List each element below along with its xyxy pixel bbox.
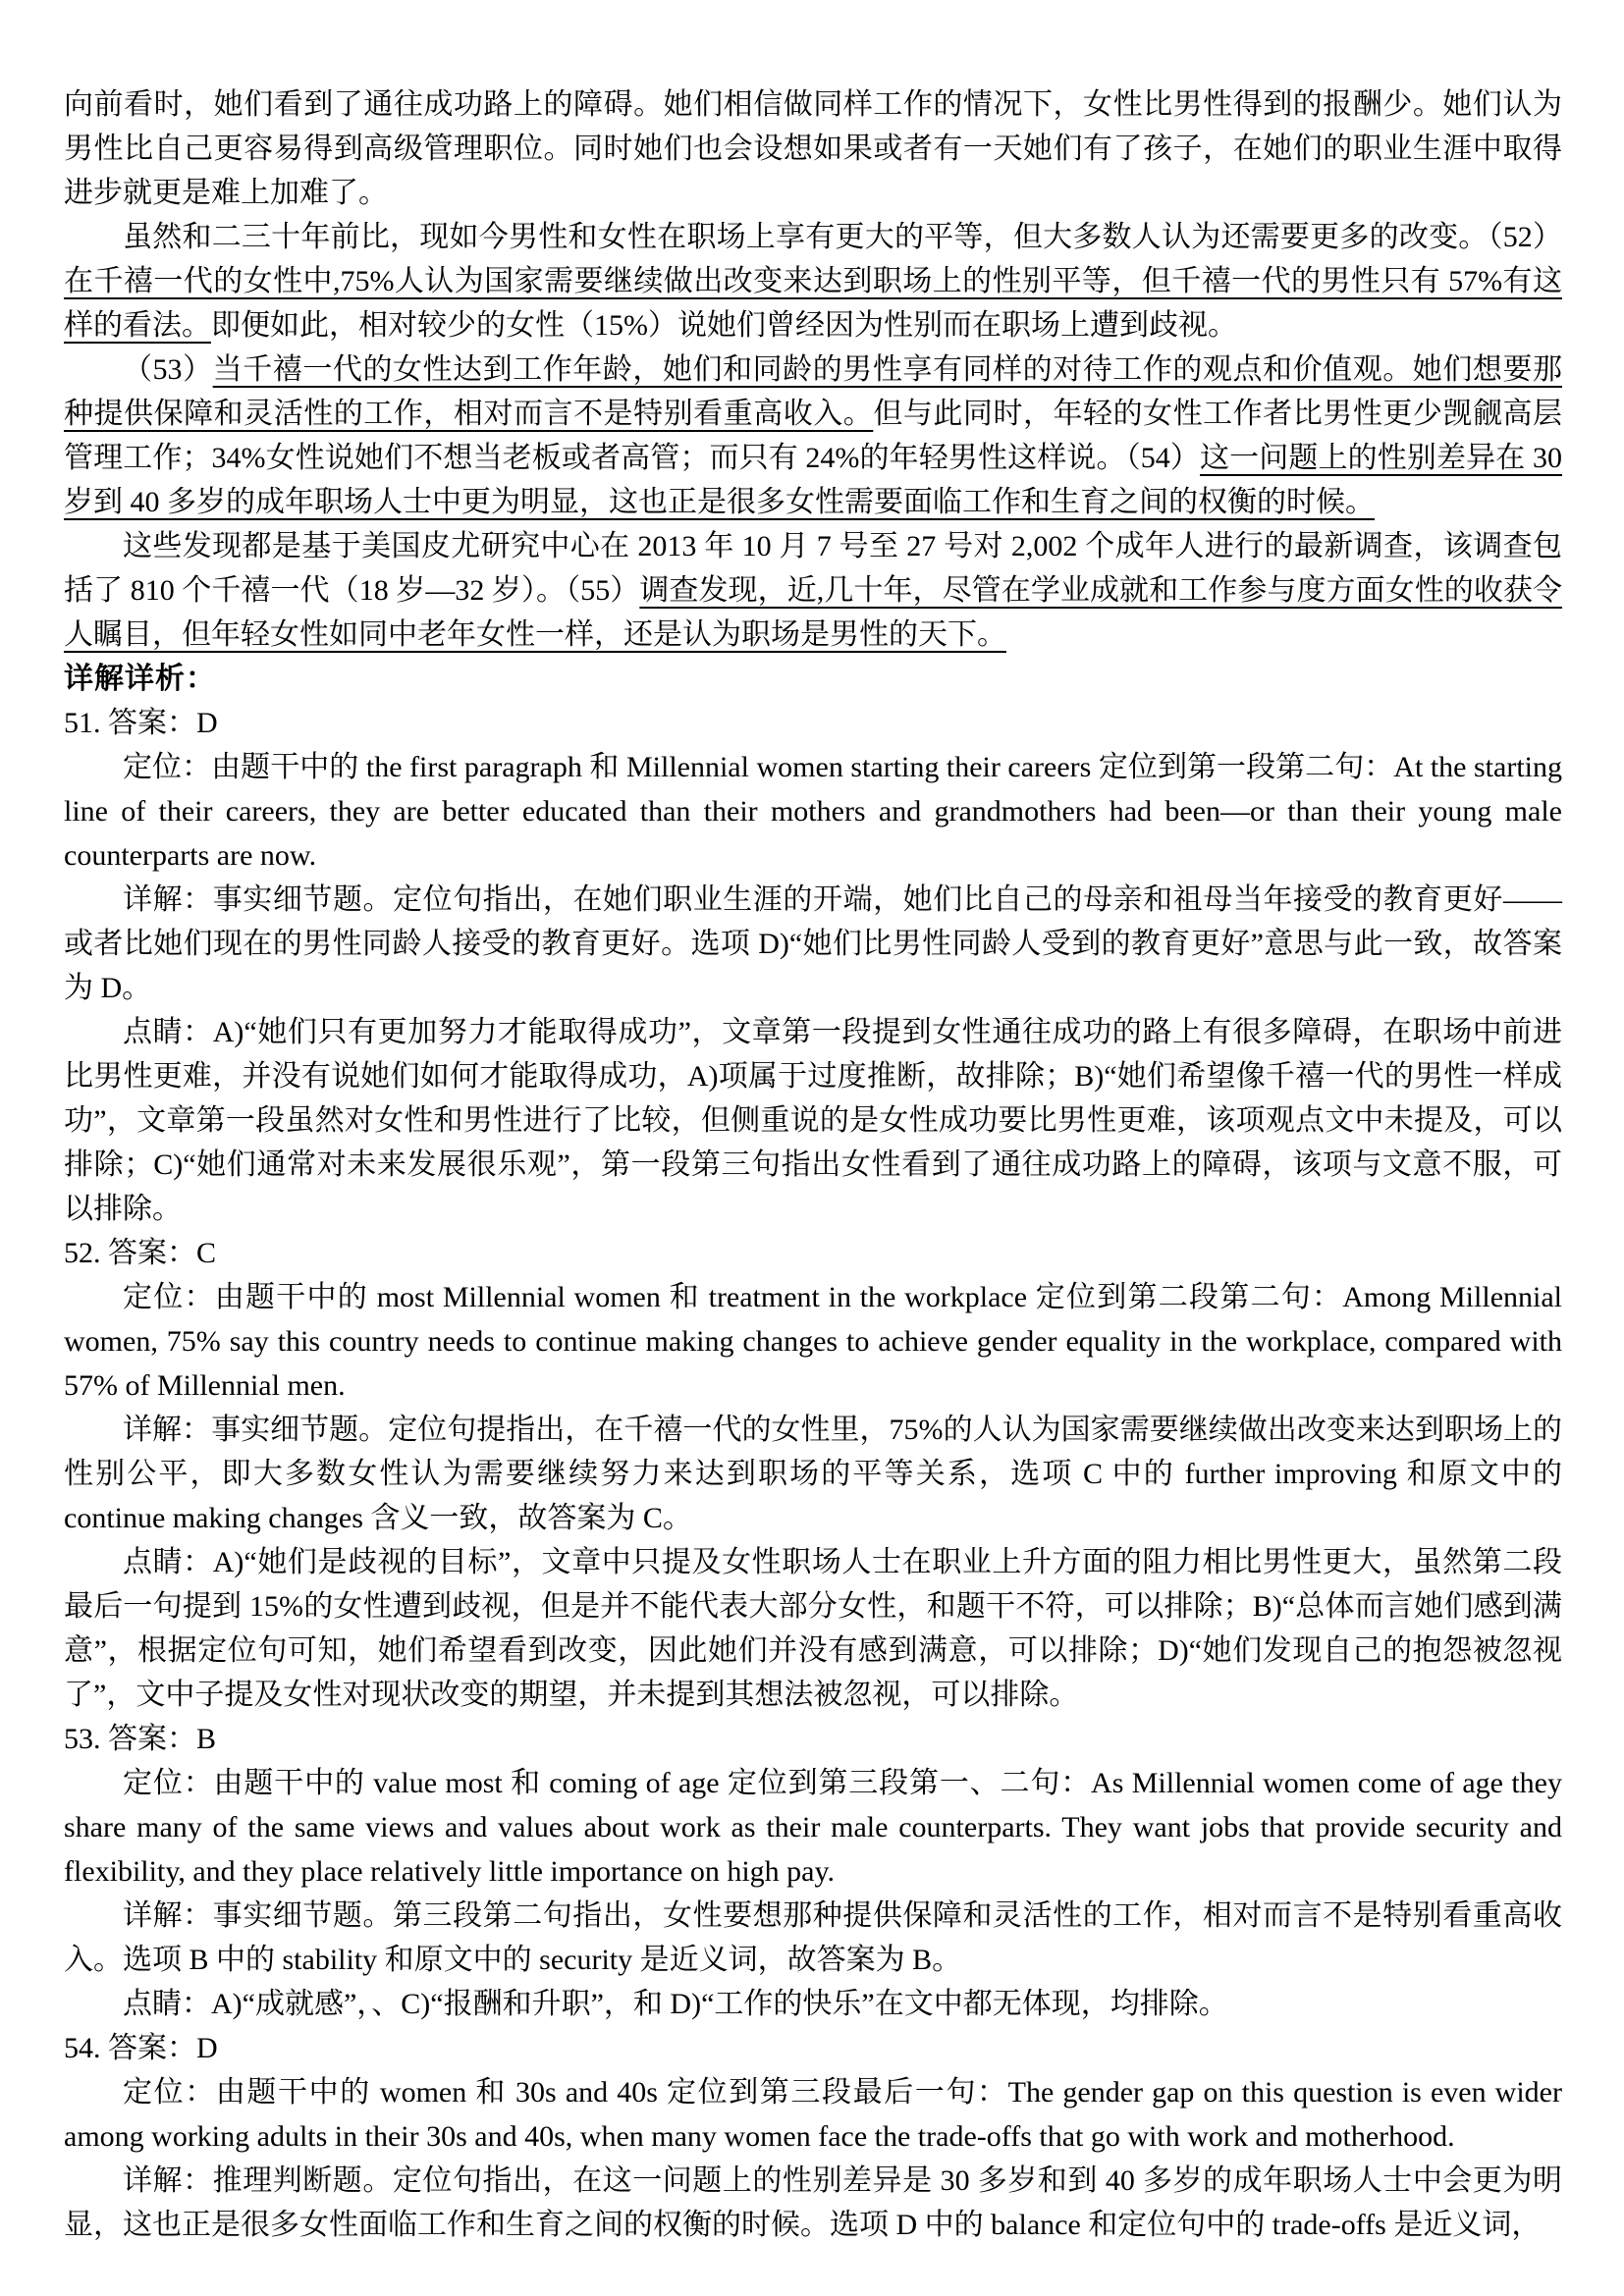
underlined-text-segment: 当千禧一代的女性达到工作年龄，她们和同龄的男性享有同样的对待工作的观点和价值观。她们想要那种提供保障和灵活性的工作，相对而言不是特别看重高收入。: [64, 353, 1563, 430]
locate-52: [64, 1275, 1562, 1408]
text-segment: 定位：由题干中的 women 和 30s and 40s 定位到第三段最后一句：The gender gap on this question is even wider among working adults in their 30s and 40s, when many women face the trade-offs that go with work and motherhood.: [64, 2076, 1562, 2153]
text-segment: 即便如此，相对较少的女性（15%）说她们曾经因为性别而在职场上遭到歧视。: [211, 309, 1237, 342]
underlined-text-segment: 在千禧一代的女性中,75%人认为国家需要继续做出改变来达到职场上的性别平等，但千禧一代的男性只有 57%有这样的看法。: [64, 265, 1562, 342]
text-segment: 点睛：A)“她们是歧视的目标”，文章中只提及女性职场人士在职业上升方面的阻力相比男性更大，虽然第二段最后一句提到 15%的女性遭到歧视，但是并不能代表大部分女性，和题干不符，可以排除；B)“总体而言她们感到满意”，根据定位句可知，她们希望看到改变，因此她们并没有感到满意，可以排除；D)“她们发现自己的抱怨被忽视了”，文中子提及女性对现状改变的期望，并未提到其想法被忽视，可以排除。: [64, 1546, 1562, 1711]
document-body: [64, 82, 1562, 2247]
passage-paragraph-4: [64, 524, 1562, 657]
text-segment: 虽然和二三十年前比，现如今男性和女性在职场上享有更大的平等，但大多数人认为还需要更多的改变。（52）: [123, 221, 1562, 253]
text-segment: 详解：推理判断题。定位句指出，在这一问题上的性别差异是 30 多岁和到 40 多岁的成年职场人士中会更为明显，这也正是很多女性面临工作和生育之间的权衡的时候。选项 D 中的 balance 和定位句中的 trade-offs 是近义词，: [64, 2164, 1562, 2241]
locate-51: [64, 745, 1562, 878]
passage-paragraph-2: [64, 215, 1562, 347]
explain-53: [64, 1894, 1562, 1982]
underlined-text-segment: 调查发现，近,几十年，尽管在学业成就和工作参与度方面女性的收获令人瞩目，但年轻女性如同中老年女性一样，还是认为职场是男性的天下。: [64, 574, 1563, 651]
text-segment: 向前看时，她们看到了通往成功路上的障碍。她们相信做同样工作的情况下，女性比男性得到的报酬少。她们认为男性比自己更容易得到高级管理职位。同时她们也会设想如果或者有一天她们有了孩子，在她们的职业生涯中取得进步就更是难上加难了。: [64, 88, 1562, 209]
text-segment: 点睛：A)“成就感”，、C)“报酬和升职”，和 D)“工作的快乐”在文中都无体现，均排除。: [123, 1988, 1228, 2020]
tips-51: [64, 1010, 1562, 1231]
answer-52: [64, 1231, 1562, 1275]
text-segment: 54. 答案：D: [64, 2032, 218, 2064]
locate-54: [64, 2070, 1562, 2159]
text-segment: 详解：事实细节题。第三段第二句指出，女性要想那种提供保障和灵活性的工作，相对而言不是特别看重高收入。选项 B 中的 stability 和原文中的 security 是近义词，故答案为 B。: [64, 1899, 1562, 1976]
locate-53: [64, 1761, 1562, 1894]
passage-paragraph-1: [64, 82, 1562, 215]
text-segment: （53）: [123, 353, 213, 386]
text-segment: 详解：事实细节题。定位句指出，在她们职业生涯的开端，她们比自己的母亲和祖母当年接受的教育更好——或者比她们现在的男性同龄人接受的教育更好。选项 D)“她们比男性同龄人受到的教育更好”意思与此一致，故答案为 D。: [64, 883, 1562, 1004]
text-segment: 详解详析：: [64, 663, 216, 695]
text-segment: 53. 答案：B: [64, 1723, 217, 1755]
text-segment: 这些发现都是基于美国皮尤研究中心在 2013 年 10 月 7 号至 27 号对 2,002 个成年人进行的最新调查，该调查包括了 810 个千禧一代（18 岁—32 岁）。（55）: [64, 530, 1562, 607]
text-segment: 但与此同时，年轻的女性工作者比男性更少觊觎高层管理工作；34%女性说她们不想当老板或者高管；而只有 24%的年轻男性这样说。（54）: [64, 398, 1563, 474]
tips-52: [64, 1540, 1562, 1717]
explain-51: [64, 878, 1562, 1010]
text-segment: 定位：由题干中的 the first paragraph 和 Millennial women starting their careers 定位到第一段第二句：At the starting line of their careers, they are better educated than their mothers and grandmothers had been—or than their young male counterparts are now.: [64, 751, 1562, 872]
tips-53: [64, 1982, 1562, 2026]
underlined-text-segment: 这一问题上的性别差异在 30 岁到 40 多岁的成年职场人士中更为明显，这也正是很多女性需要面临工作和生育之间的权衡的时候。: [64, 442, 1563, 518]
answer-54: [64, 2026, 1562, 2070]
passage-paragraph-3: [64, 347, 1562, 524]
analysis-heading: [64, 657, 1562, 701]
text-segment: 点睛：A)“她们只有更加努力才能取得成功”，文章第一段提到女性通往成功的路上有很多障碍，在职场中前进比男性更难，并没有说她们如何才能取得成功，A)项属于过度推断，故排除；B)“她们希望像千禧一代的男性一样成功”，文章第一段虽然对女性和男性进行了比较，但侧重说的是女性成功要比男性更难，该项观点文中未提及，可以排除；C)“她们通常对未来发展很乐观”，第一段第三句指出女性看到了通往成功路上的障碍，该项与文意不服，可以排除。: [64, 1016, 1562, 1225]
answer-53: [64, 1717, 1562, 1761]
answer-51: [64, 701, 1562, 745]
text-segment: 详解：事实细节题。定位句提指出，在千禧一代的女性里，75%的人认为国家需要继续做出改变来达到职场上的性别公平，即大多数女性认为需要继续努力来达到职场的平等关系，选项 C 中的 further improving 和原文中的 continue making changes 含义一致，故答案为 C。: [64, 1414, 1562, 1534]
explain-54: [64, 2159, 1562, 2247]
text-segment: 定位：由题干中的 most Millennial women 和 treatment in the workplace 定位到第二段第二句：Among Millennial women, 75% say this country needs to continue making changes to achieve gender equality in the workplace, compared with 57% of Millennial men.: [64, 1281, 1562, 1402]
text-segment: 51. 答案：D: [64, 707, 218, 739]
text-segment: 定位：由题干中的 value most 和 coming of age 定位到第三段第一、二句：As Millennial women come of age they share many of the same views and values about work as their male counterparts. They want jobs that provide security and flexibility, and they place relatively little importance on high pay.: [64, 1767, 1562, 1888]
text-segment: 52. 答案：C: [64, 1237, 217, 1269]
explain-52: [64, 1408, 1562, 1540]
